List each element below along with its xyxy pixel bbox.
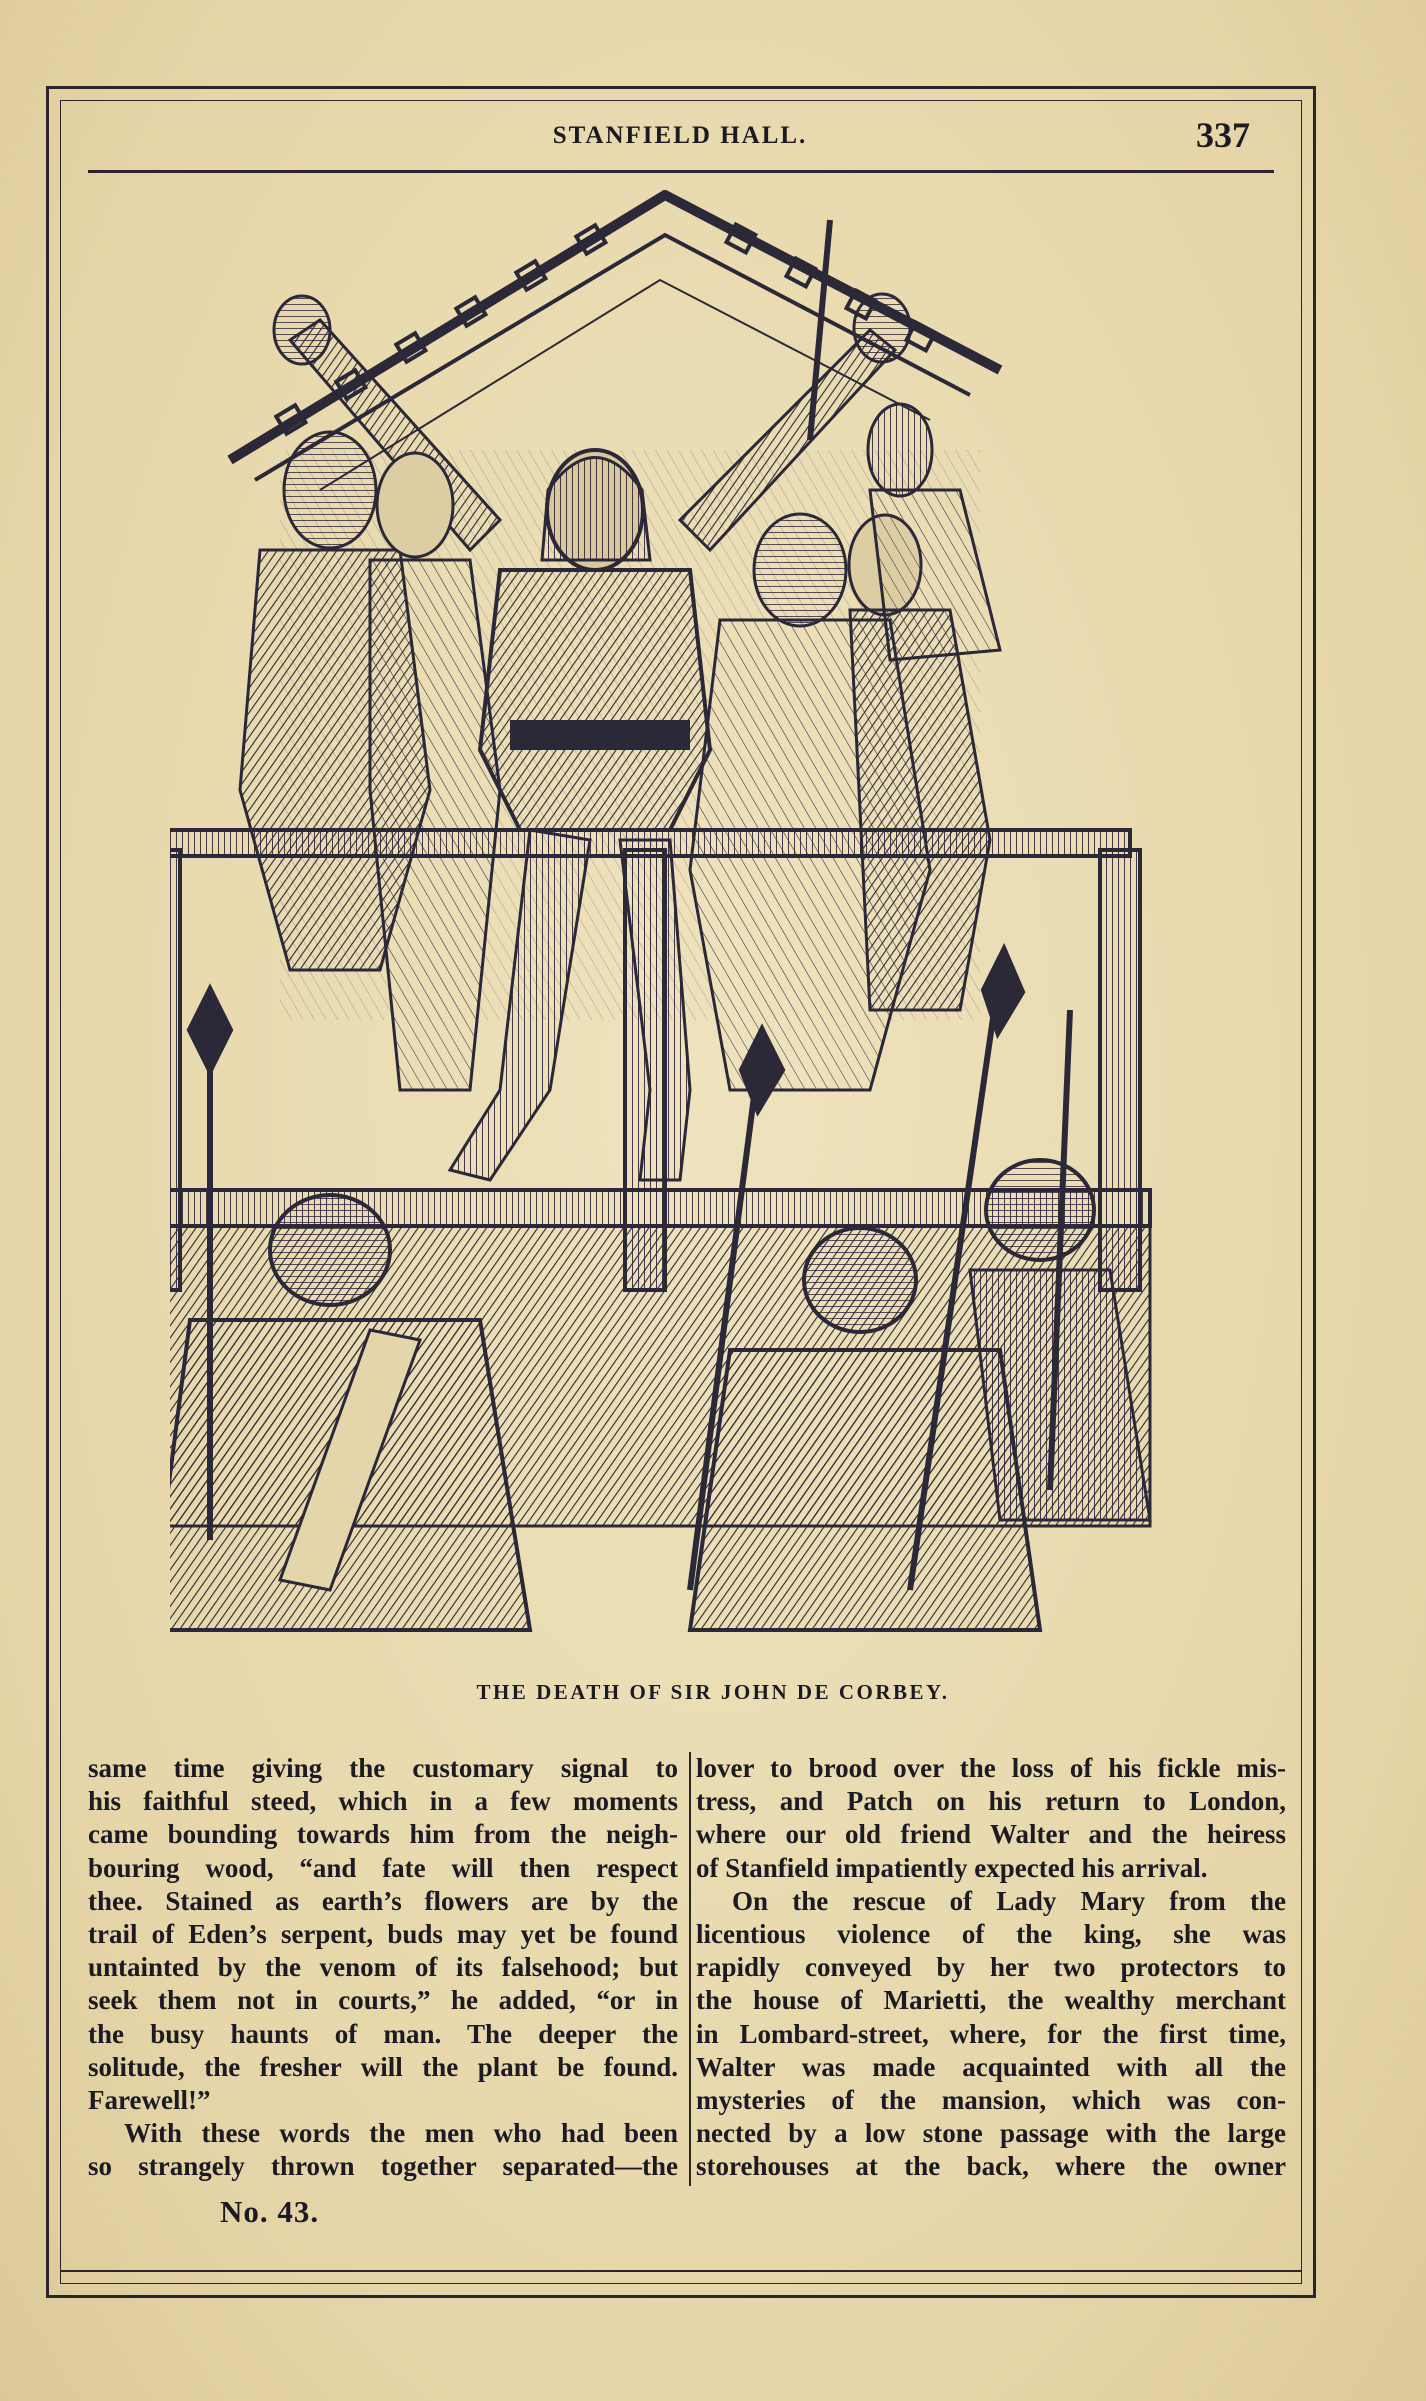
text-line: Walter was made acquainted with all the — [696, 2051, 1286, 2082]
text-line: solitude, the fresher will the plant be found. — [88, 2051, 678, 2082]
text-line: trail of Eden’s serpent, buds may yet be found — [88, 1919, 678, 1950]
text-line: his faithful steed, which in a few moments — [88, 1786, 678, 1817]
text-line: of Stanfield impatiently expected his arrival. — [696, 1852, 1208, 1883]
text-line: nected by a low stone passage with the large — [696, 2118, 1286, 2149]
column-rule — [689, 1752, 691, 2186]
text-line: in Lombard-street, where, for the first time, — [696, 2018, 1286, 2049]
footer-rule — [60, 2270, 1302, 2272]
text-line: where our old friend Walter and the heiress — [696, 1819, 1286, 1850]
text-line: lover to brood over the loss of his fickle mis- — [696, 1753, 1286, 1783]
text-line: untainted by the venom of its falsehood; but — [88, 1952, 678, 1983]
text-line: On the rescue of Lady Mary from the — [732, 1885, 1286, 1916]
text-line: With these words the men who had been — [124, 2118, 678, 2149]
text-line: licentious violence of the king, she was — [696, 1919, 1286, 1950]
illustration-caption: THE DEATH OF SIR JOHN DE CORBEY. — [476, 1680, 950, 1704]
text-line: bouring wood, “and fate will then respect — [88, 1852, 678, 1883]
text-line: storehouses at the back, where the owner — [696, 2151, 1286, 2182]
text-line: Farewell!” — [88, 2085, 211, 2116]
text-line: came bounding towards him from the neigh- — [88, 1819, 678, 1850]
text-column-left — [88, 1752, 678, 2184]
text-line: the busy haunts of man. The deeper the — [88, 2018, 678, 2049]
engraving-illustration — [170, 190, 1200, 1650]
text-line: tress, and Patch on his return to London, — [696, 1786, 1286, 1817]
text-line: same time giving the customary signal to — [88, 1753, 678, 1783]
text-line: so strangely thrown together separated—the — [88, 2151, 678, 2182]
text-line: the house of Marietti, the wealthy merchant — [696, 1985, 1286, 2016]
signature-mark: No. 43. — [220, 2194, 320, 2229]
text-line: mysteries of the mansion, which was con- — [696, 2085, 1286, 2116]
header-rule — [88, 170, 1274, 173]
running-title: STANFIELD HALL. — [552, 122, 808, 149]
running-head — [90, 115, 1270, 170]
text-column-right — [696, 1752, 1286, 2184]
page-number: 337 — [1196, 115, 1250, 155]
text-line: thee. Stained as earth’s flowers are by the — [88, 1885, 678, 1916]
text-line: rapidly conveyed by her two protectors to — [696, 1952, 1286, 1983]
text-line: seek them not in courts,” he added, “or in — [88, 1985, 678, 2016]
